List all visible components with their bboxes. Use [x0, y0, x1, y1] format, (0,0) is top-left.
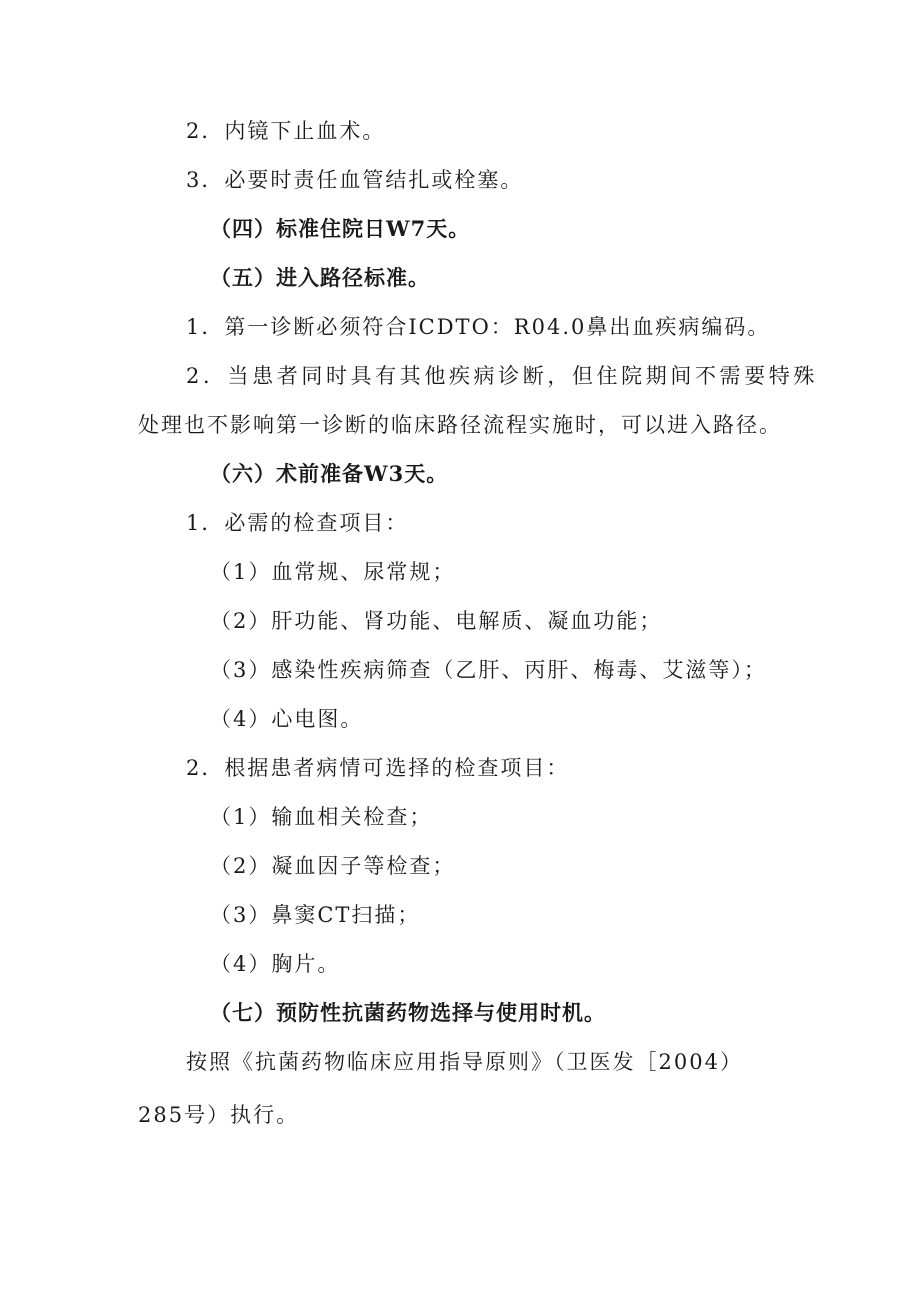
text-line: （3）感染性疾病筛查（乙肝、丙肝、梅毒、艾滋等）； — [210, 658, 767, 682]
text-line: （2）肝功能、肾功能、电解质、凝血功能； — [210, 609, 663, 633]
text-line: 1．必需的检查项目： — [186, 511, 409, 535]
text-line: 2．当患者同时具有其他疾病诊断，但住院期间不需要特殊 — [186, 364, 818, 388]
section-heading: （四）标准住院日W7天。 — [210, 216, 471, 241]
section-heading: （七）预防性抗菌药物选择与使用时机。 — [210, 1000, 606, 1025]
text-line: （1）血常规、尿常规； — [210, 560, 456, 584]
text-line: （2）凝血因子等检查； — [210, 854, 456, 878]
section-heading: （六）术前准备W3天。 — [210, 461, 449, 486]
section-heading: （五）进入路径标准。 — [210, 265, 430, 290]
text-line: 2．根据患者病情可选择的检查项目： — [186, 756, 570, 780]
text-line: （4）胸片。 — [210, 952, 341, 976]
text-line: （4）心电图。 — [210, 707, 364, 731]
text-line: 按照《抗菌药物临床应用指导原则》（卫医发［2004） — [186, 1050, 743, 1074]
text-line: 2．内镜下止血术。 — [186, 119, 386, 143]
text-line: 1．第一诊断必须符合ICDTO：R04.0鼻出血疾病编码。 — [186, 315, 771, 339]
text-line: （1）输血相关检查； — [210, 805, 433, 829]
text-line: （3）鼻窦CT扫描； — [210, 903, 421, 927]
text-line: 285号）执行。 — [138, 1103, 300, 1127]
text-line: 处理也不影响第一诊断的临床路径流程实施时，可以进入路径。 — [138, 413, 782, 437]
text-line: 3．必要时责任血管结扎或栓塞。 — [186, 168, 524, 192]
